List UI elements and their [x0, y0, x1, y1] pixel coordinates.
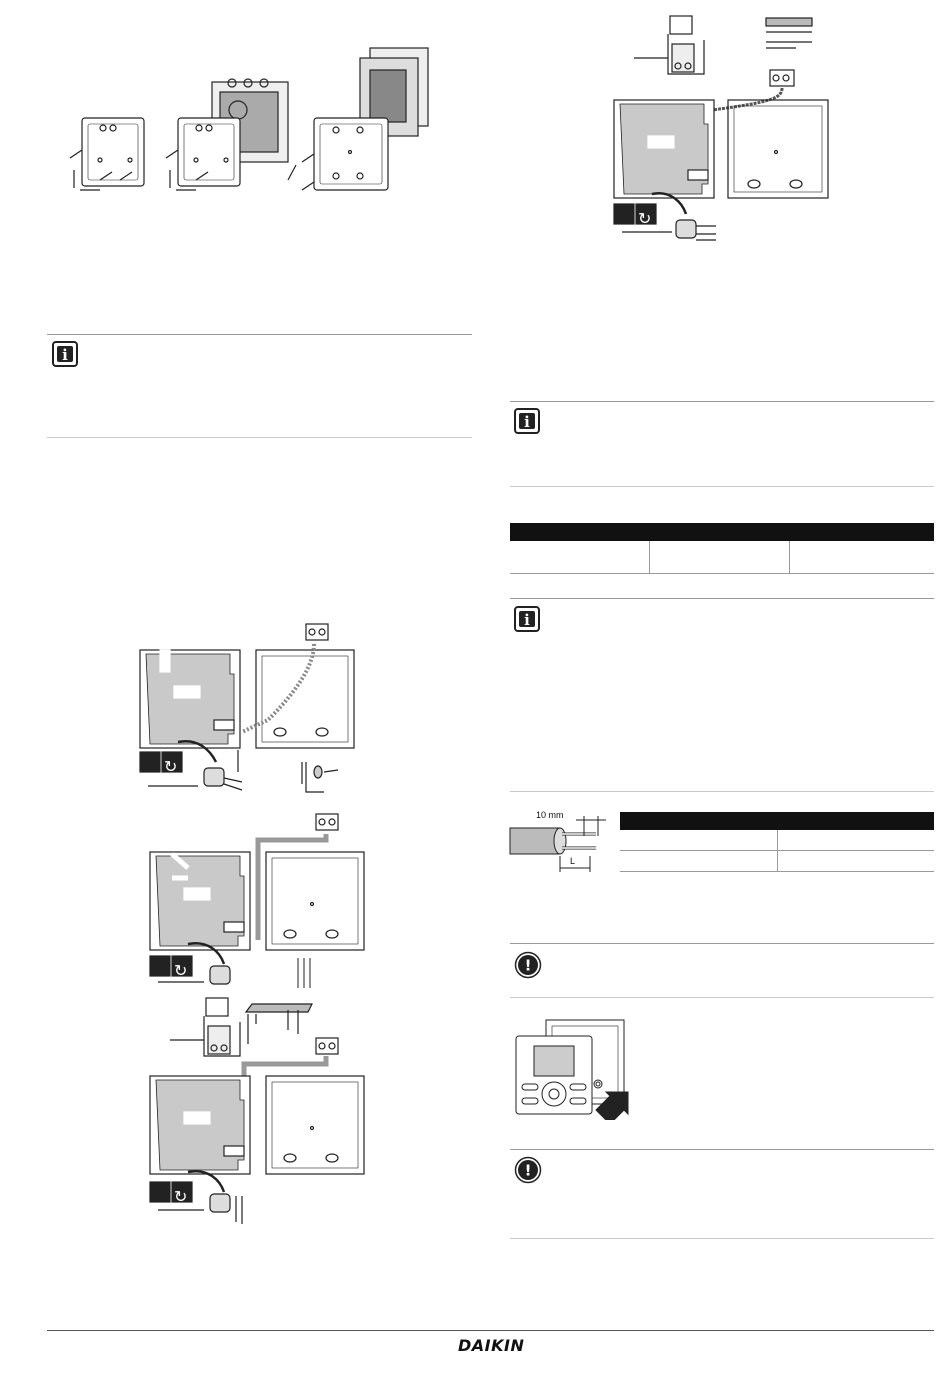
warning-icon	[514, 1156, 542, 1184]
table-cell	[620, 830, 777, 851]
table-row	[620, 830, 934, 851]
wiring-figure-step-3	[148, 996, 373, 1226]
table-row	[620, 851, 934, 872]
info-icon	[514, 606, 540, 632]
wiring-figure-step-1	[138, 620, 358, 800]
info-symbol: i	[519, 413, 535, 429]
divider	[510, 486, 934, 487]
divider	[510, 598, 934, 599]
warning-icon	[514, 951, 542, 979]
divider	[47, 334, 472, 335]
divider	[510, 1238, 934, 1239]
table-cell	[790, 541, 934, 574]
wall-box-mounting-figure	[60, 40, 440, 210]
spec-table-a	[510, 523, 934, 574]
info-icon	[514, 408, 540, 434]
divider	[510, 401, 934, 402]
daikin-logo: DAIKIN	[458, 1336, 525, 1355]
svg-text:↻: ↻	[174, 961, 188, 980]
table-row	[510, 541, 934, 574]
cable-dimension-label: 10 mm	[536, 810, 564, 820]
table-header-cell	[650, 523, 790, 541]
divider	[47, 437, 472, 438]
divider	[510, 1149, 934, 1150]
svg-text:↻: ↻	[174, 1187, 188, 1206]
table-header-cell	[790, 523, 934, 541]
table-header-cell	[510, 523, 650, 541]
svg-text:↻: ↻	[638, 209, 652, 228]
wiring-figure-step-2	[148, 808, 368, 988]
table-cell	[510, 541, 650, 574]
warning-symbol: !	[524, 1161, 532, 1180]
info-symbol: i	[519, 611, 535, 627]
spec-table-b	[620, 812, 934, 872]
table-cell	[777, 830, 934, 851]
cable-length-label: L	[570, 856, 576, 866]
warning-symbol: !	[524, 956, 532, 975]
table-cell	[777, 851, 934, 872]
table-header-cell	[620, 812, 777, 830]
divider	[510, 943, 934, 944]
table-cell	[650, 541, 790, 574]
table-header-cell	[777, 812, 934, 830]
divider	[510, 791, 934, 792]
divider	[510, 997, 934, 998]
info-symbol: i	[57, 346, 73, 362]
svg-text:↻: ↻	[164, 757, 178, 776]
table-cell	[620, 851, 777, 872]
cable-strip-figure	[506, 806, 611, 876]
controller-attach-figure	[514, 1016, 638, 1120]
footer-divider	[47, 1330, 934, 1331]
info-icon	[52, 341, 78, 367]
wiring-figure-step-4	[612, 14, 842, 244]
